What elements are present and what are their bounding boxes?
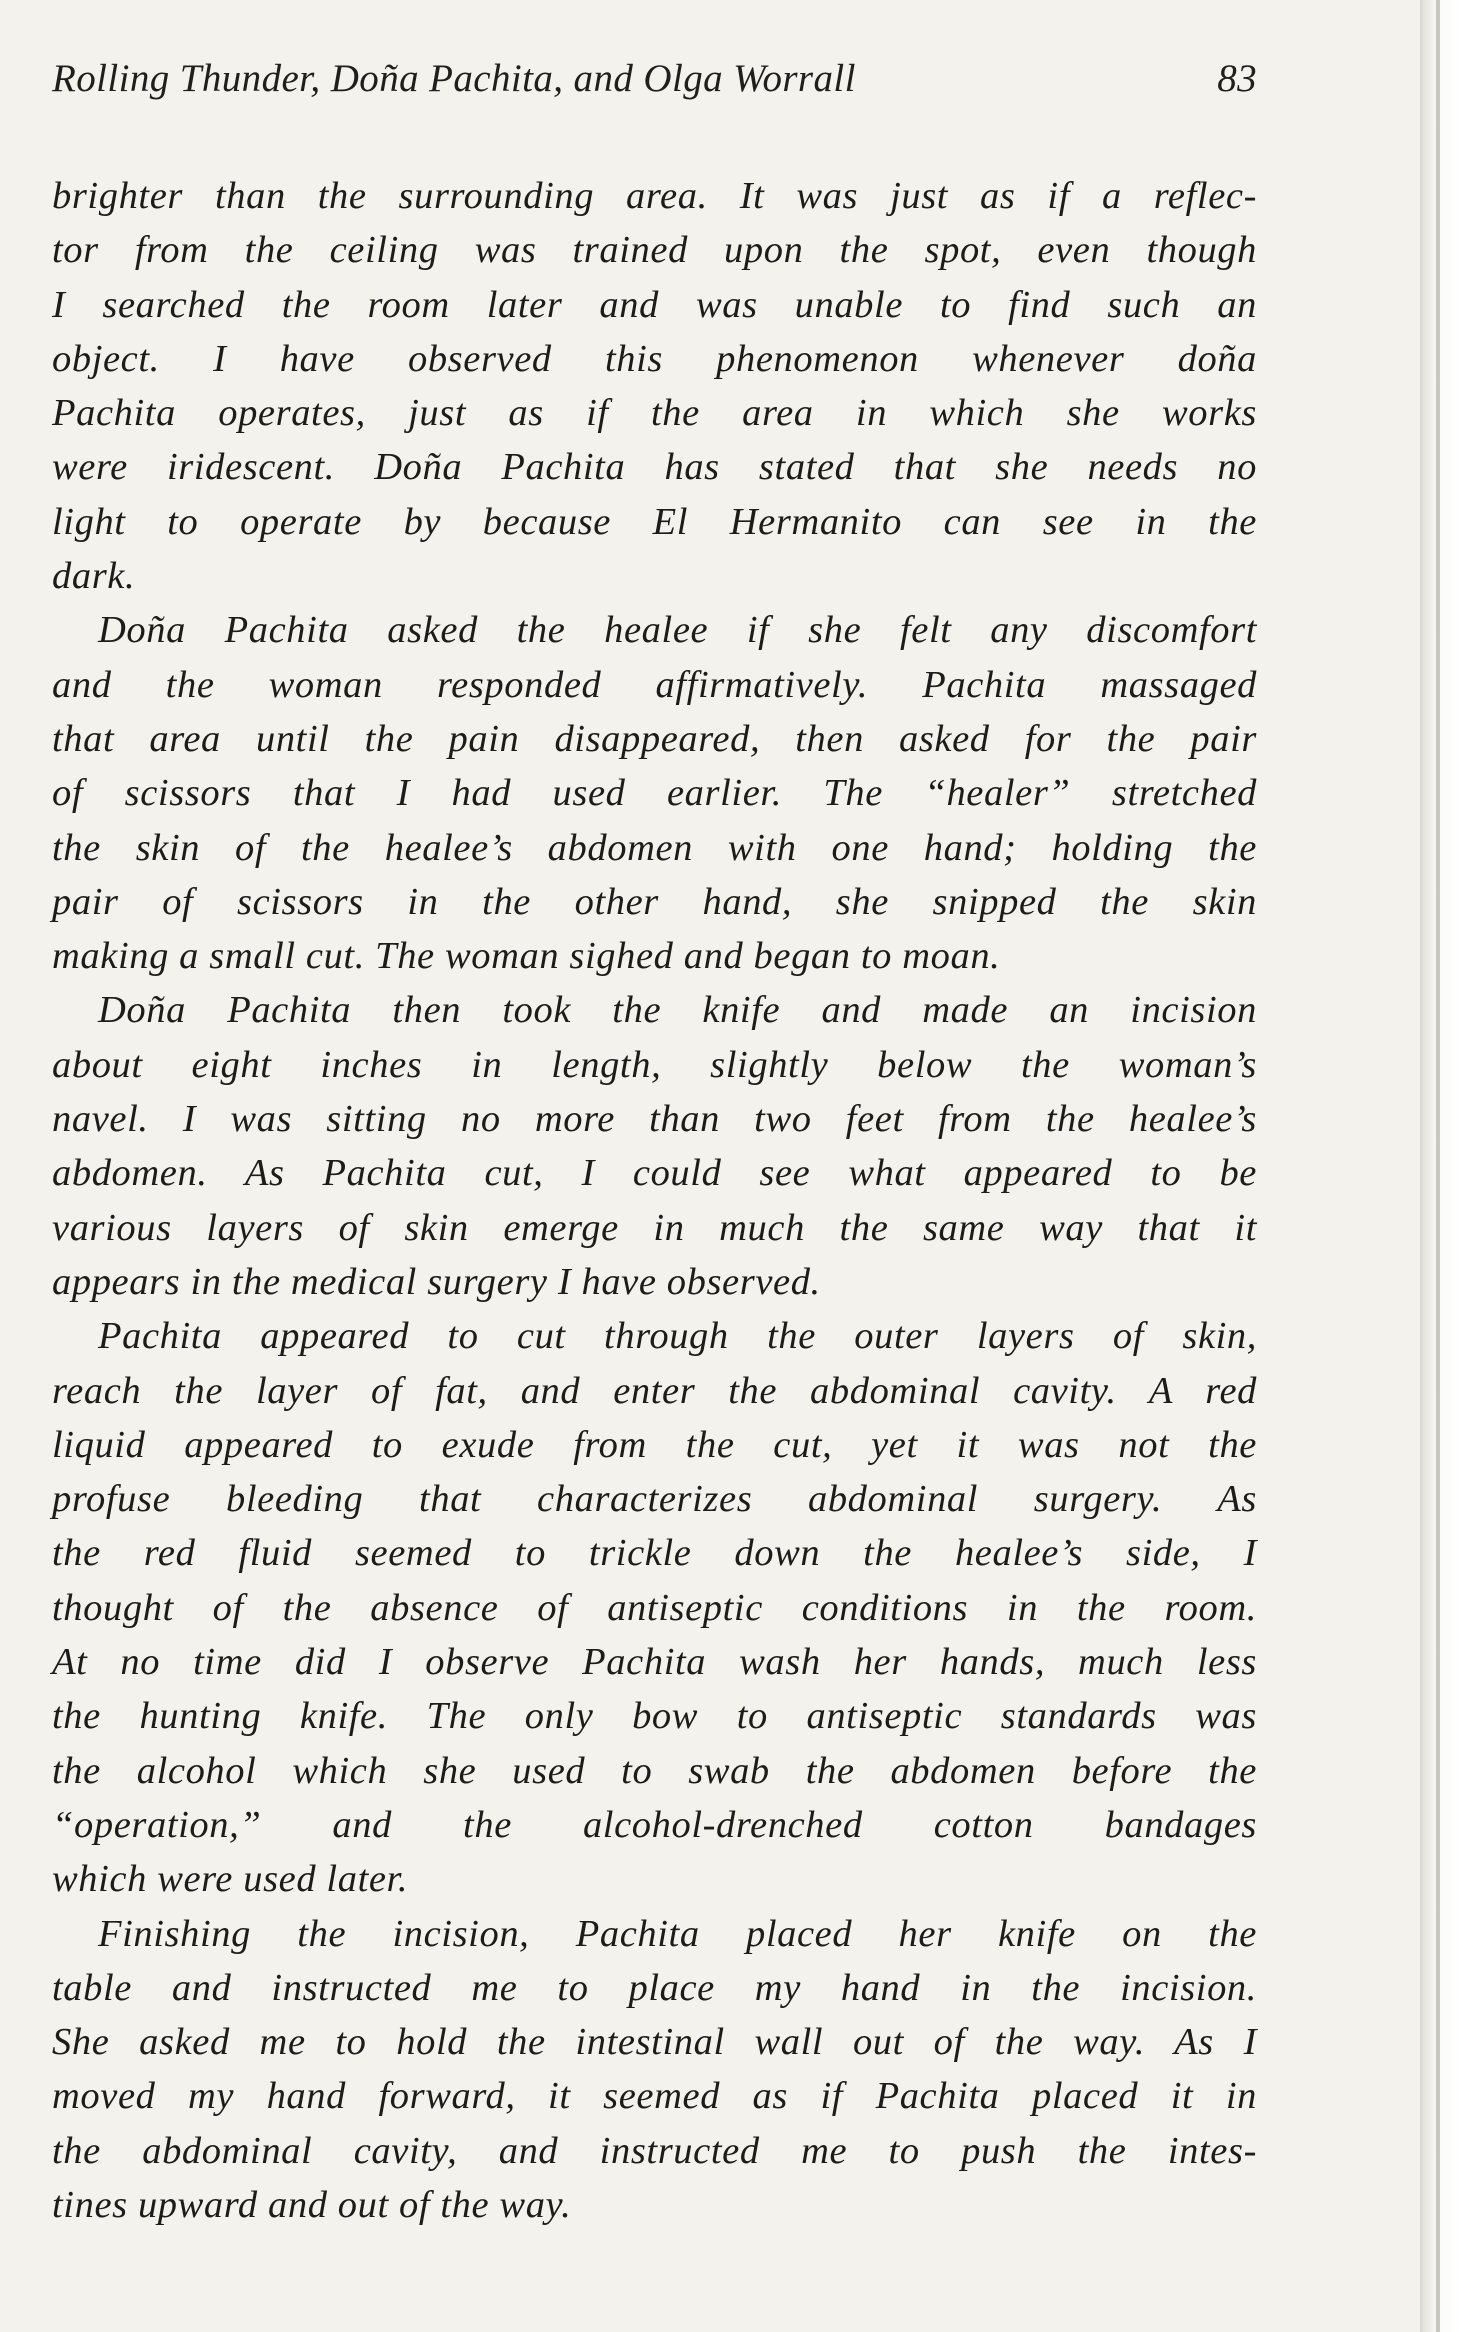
text-line: moved my hand forward, it seemed as if Pachita placed it in <box>52 2075 1257 2118</box>
text-line: object. I have observed this phenomenon whenever doña <box>52 337 1257 380</box>
text-line: that area until the pain disappeared, then asked for the pair <box>52 717 1257 760</box>
text-line: Doña Pachita asked the healee if she felt any discomfort <box>98 609 1257 652</box>
page-number: 83 <box>1217 57 1257 100</box>
body-text <box>52 169 1257 2232</box>
text-line: light to operate by because El Hermanito can see in the <box>52 500 1257 543</box>
text-line: the hunting knife. The only bow to antiseptic standards was <box>52 1695 1257 1738</box>
page-edge-shadow <box>1420 0 1477 2332</box>
text-line: were iridescent. Doña Pachita has stated that she needs no <box>52 446 1257 489</box>
text-line: and the woman responded affirmatively. Pachita massaged <box>52 663 1257 706</box>
page-header <box>52 56 1257 120</box>
text-line: “operation,” and the alcohol-drenched cotton bandages <box>52 1803 1257 1846</box>
text-line: navel. I was sitting no more than two feet from the healee’s <box>52 1098 1257 1141</box>
page-edge-line <box>1436 0 1440 2332</box>
text-line: about eight inches in length, slightly below the woman’s <box>52 1043 1257 1086</box>
text-line: tor from the ceiling was trained upon the spot, even though <box>52 229 1257 272</box>
text-line: table and instructed me to place my hand in the incision. <box>52 1966 1257 2009</box>
text-line: thought of the absence of antiseptic conditions in the room. <box>52 1586 1257 1629</box>
text-line: liquid appeared to exude from the cut, yet it was not the <box>52 1423 1257 1466</box>
text-line: appears in the medical surgery I have observed. <box>52 1260 821 1303</box>
text-line: the alcohol which she used to swab the abdomen before the <box>52 1749 1257 1792</box>
text-line: pair of scissors in the other hand, she snipped the skin <box>52 880 1257 923</box>
text-line: abdomen. As Pachita cut, I could see what appeared to be <box>52 1152 1257 1195</box>
text-line: Finishing the incision, Pachita placed her knife on the <box>98 1912 1257 1955</box>
text-line: which were used later. <box>52 1858 409 1901</box>
text-line: tines upward and out of the way. <box>52 2183 572 2226</box>
text-line: the abdominal cavity, and instructed me to push the intes- <box>52 2129 1257 2172</box>
text-line: various layers of skin emerge in much the same way that it <box>52 1206 1257 1249</box>
running-head: Rolling Thunder, Doña Pachita, and Olga Worrall <box>52 57 856 100</box>
text-line: dark. <box>52 555 136 598</box>
text-line: the red fluid seemed to trickle down the healee’s side, I <box>52 1532 1257 1575</box>
text-line: brighter than the surrounding area. It was just as if a reflec- <box>52 175 1257 217</box>
text-line: At no time did I observe Pachita wash her hands, much less <box>52 1641 1257 1684</box>
text-line: Pachita operates, just as if the area in which she works <box>52 392 1257 435</box>
text-line: She asked me to hold the intestinal wall out of the way. As I <box>52 2021 1257 2064</box>
text-line: making a small cut. The woman sighed and began to moan. <box>52 935 1001 978</box>
text-line: I searched the room later and was unable to find such an <box>52 283 1257 326</box>
text-line: profuse bleeding that characterizes abdominal surgery. As <box>52 1478 1257 1521</box>
text-line: Doña Pachita then took the knife and made an incision <box>98 989 1257 1032</box>
text-line: of scissors that I had used earlier. The “healer” stretched <box>52 772 1257 815</box>
text-line: the skin of the healee’s abdomen with one hand; holding the <box>52 826 1257 869</box>
text-line: reach the layer of fat, and enter the abdominal cavity. A red <box>52 1369 1257 1412</box>
text-line: Pachita appeared to cut through the outer layers of skin, <box>98 1315 1257 1358</box>
